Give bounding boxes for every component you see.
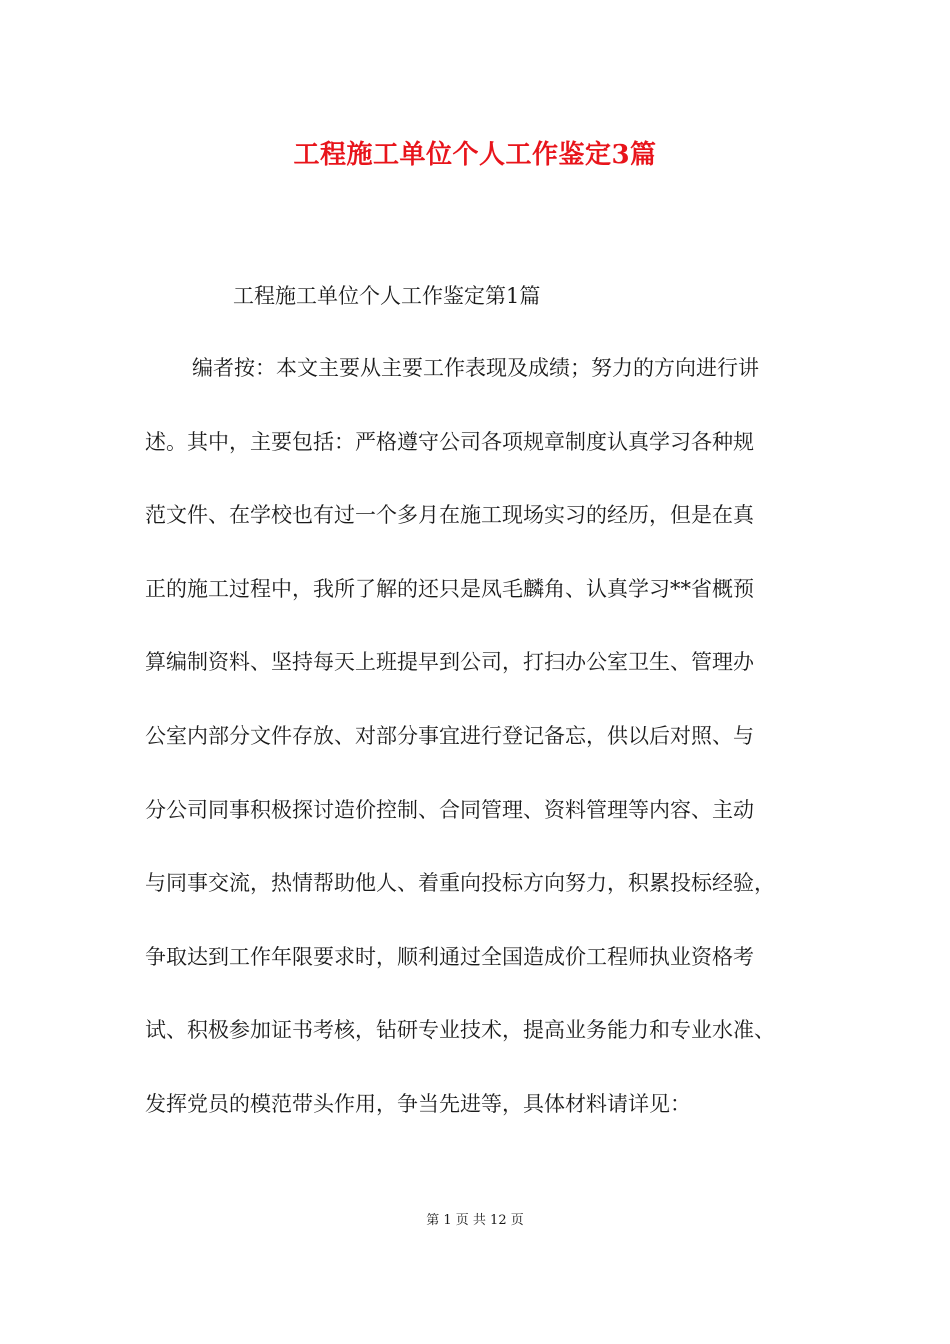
paragraph-line: 述。其中，主要包括：严格遵守公司各项规章制度认真学习各种规 (145, 429, 754, 454)
paragraph-line: 正的施工过程中，我所了解的还只是凤毛麟角、认真学习**省概预 (145, 576, 754, 601)
body-paragraph (145, 345, 825, 1155)
paragraph-line: 发挥党员的模范带头作用，争当先进等，具体材料请详见： (145, 1091, 691, 1116)
page-number-footer: 第 1 页 共 12 页 (426, 1213, 524, 1228)
document-title: 工程施工单位个人工作鉴定3篇 (293, 140, 657, 170)
paragraph-line: 与同事交流，热情帮助他人、着重向投标方向努力，积累投标经验， (145, 871, 775, 896)
paragraph-line: 分公司同事积极探讨造价控制、合同管理、资料管理等内容、主动 (145, 797, 754, 822)
paragraph-line: 算编制资料、坚持每天上班提早到公司，打扫办公室卫生、管理办 (145, 650, 754, 675)
section-heading: 工程施工单位个人工作鉴定第1篇 (233, 284, 541, 308)
paragraph-line: 范文件、在学校也有过一个多月在施工现场实习的经历，但是在真 (145, 503, 754, 528)
paragraph-line: 争取达到工作年限要求时，顺利通过全国造成价工程师执业资格考 (145, 944, 754, 969)
paragraph-line: 试、积极参加证书考核，钻研专业技术，提高业务能力和专业水准、 (145, 1018, 775, 1043)
paragraph-line: 公室内部分文件存放、对部分事宜进行登记备忘，供以后对照、与 (145, 723, 754, 748)
paragraph-line: 编者按：本文主要从主要工作表现及成绩；努力的方向进行讲 (192, 356, 759, 380)
